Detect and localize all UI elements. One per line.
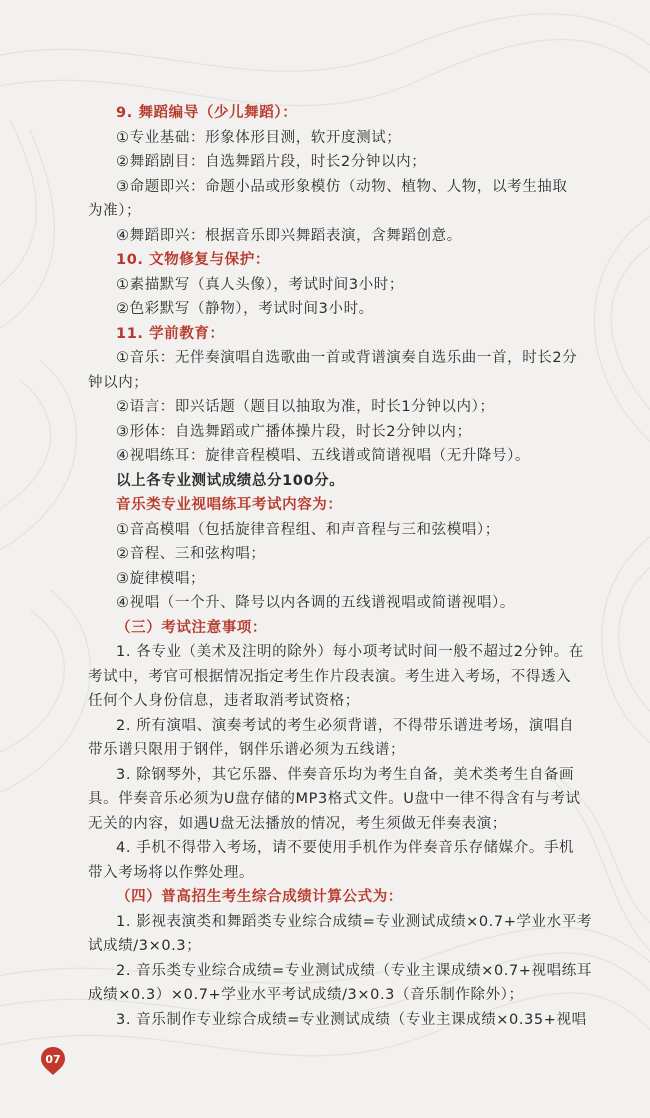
preschool-total-note: 以上各专业测试成绩总分100分。: [116, 472, 345, 489]
preschool-item-3: ③形体：自选舞蹈或广播体操片段，时长2分钟以内；: [116, 423, 472, 440]
notes-p4-line2: 带入考场将以作弊处理。: [88, 864, 255, 881]
music-ear-item-4: ④视唱（一个升、降号以内各调的五线谱视唱或简谱视唱）。: [116, 595, 515, 611]
dance-item-1: ①专业基础：形象体形目测，软开度测试；: [116, 129, 402, 146]
dance-item-3: ③命题即兴：命题小品或形象模仿（动物、植物、人物，以考生抽取: [116, 178, 568, 195]
notes-p1-line3: 任何个人身份信息，违者取消考试资格；: [88, 693, 360, 709]
section-title-dance: 9. 舞蹈编导（少儿舞蹈）：: [116, 105, 298, 121]
dance-item-4: ④舞蹈即兴：根据音乐即兴舞蹈表演，含舞蹈创意。: [116, 227, 462, 244]
dance-item-2: ②舞蹈剧目：自选舞蹈片段，时长2分钟以内；: [116, 154, 427, 170]
notes-p2-line2: 带乐谱只限用于钢伴，钢伴乐谱必须为五线谱；: [88, 742, 406, 758]
music-ear-item-3: ③旋律模唱；: [116, 570, 206, 587]
section-title-preschool: 11. 学前教育：: [116, 325, 225, 342]
notes-p1-line2: 考试中，考官可根据情况指定考生作片段表演。考生进入考场，不得透入: [88, 668, 572, 685]
notes-p3-line2: 具。伴奏音乐必须为U盘存储的MP3格式文件。U盘中一律不得含有与考试: [88, 791, 581, 807]
dance-item-3-cont: 为准）；: [88, 203, 142, 219]
preschool-item-1-cont: 钟以内；: [88, 374, 149, 391]
section-title-formula: （四）普高招生考生综合成绩计算公式为：: [116, 889, 403, 905]
preschool-item-2: ②语言：即兴话题（题目以抽取为准，时长1分钟以内）；: [116, 399, 495, 415]
formula-p3-line1: 3. 音乐制作专业综合成绩=专业测试成绩（专业主课成绩×0.35+视唱: [116, 1011, 587, 1028]
formula-p2-line1: 2. 音乐类专业综合成绩=专业测试成绩（专业主课成绩×0.7+视唱练耳: [116, 962, 592, 979]
preschool-item-1: ①音乐：无伴奏演唱自选歌曲一首或背谱演奏自选乐曲一首，时长2分: [116, 350, 578, 366]
notes-p3-line3: 无关的内容，如遇U盘无法播放的情况，考生须做无伴奏表演；: [88, 815, 507, 832]
page-number-badge: [40, 1046, 66, 1076]
music-ear-item-1: ①音高模唱（包括旋律音程组、和声音程与三和弦模唱）；: [116, 521, 500, 538]
music-ear-item-2: ②音程、三和弦构唱；: [116, 546, 266, 562]
relics-item-1: ①素描默写（真人头像），考试时间3小时；: [116, 276, 404, 293]
notes-p1-line1: 1. 各专业（美术及注明的除外）每小项考试时间一般不超过2分钟。在: [116, 644, 584, 660]
notes-p3-line1: 3. 除钢琴外，其它乐器、伴奏音乐均为考生自备，美术类考生自备画: [116, 766, 575, 783]
section-title-music-ear: 音乐类专业视唱练耳考试内容为：: [116, 497, 343, 513]
page-number: 07: [45, 1053, 61, 1066]
relics-item-2: ②色彩默写（静物），考试时间3小时。: [116, 301, 374, 317]
document-body: [88, 101, 592, 1032]
section-title-relics: 10. 文物修复与保护：: [116, 252, 270, 268]
formula-p2-line2: 成绩×0.3）×0.7+学业水平考试成绩/3×0.3（音乐制作除外）；: [88, 987, 524, 1003]
notes-p2-line1: 2. 所有演唱、演奏考试的考生必须背谱，不得带乐谱进考场，演唱自: [116, 717, 575, 734]
formula-p1-line2: 试成绩/3×0.3；: [88, 938, 202, 954]
notes-p4-line1: 4. 手机不得带入考场，请不要使用手机作为伴奏音乐存储媒介。手机: [116, 840, 575, 856]
formula-p1-line1: 1. 影视表演类和舞蹈类专业综合成绩=专业测试成绩×0.7+学业水平考: [116, 913, 592, 930]
section-title-notes: （三）考试注意事项：: [116, 619, 267, 636]
preschool-item-4: ④视唱练耳：旋律音程模唱、五线谱或简谱视唱（无升降号）。: [116, 448, 531, 464]
